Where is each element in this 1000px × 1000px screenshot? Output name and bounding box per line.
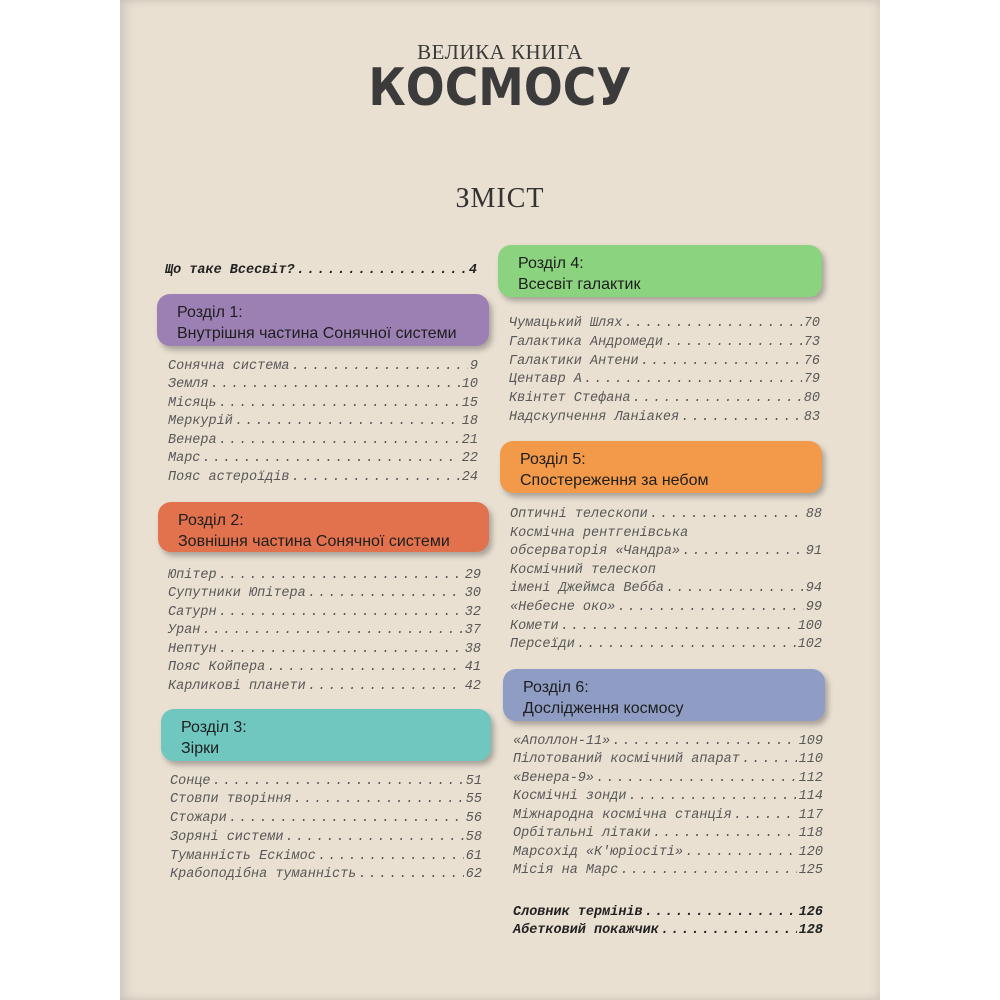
leader-dots (308, 678, 463, 696)
toc-entry-page: 79 (803, 372, 820, 387)
toc-entry-page: 70 (803, 316, 820, 331)
toc-entry-label: Абетковий покажчик (513, 923, 659, 938)
toc-entry-page: 120 (798, 845, 823, 860)
leader-dots (219, 641, 463, 659)
toc-entry-label: обсерваторія «Чандра» (510, 544, 681, 559)
toc-entry[interactable] (168, 432, 478, 450)
book-title: КОСМОСУ (368, 58, 632, 118)
book-subtitle: ВЕЛИКА КНИГА (417, 40, 583, 64)
toc-entry[interactable] (510, 618, 822, 636)
toc-entry-label: Уран (168, 623, 201, 638)
toc-entry-label: Стожари (170, 811, 227, 826)
toc-entry-page: 126 (798, 905, 823, 920)
section-3-header[interactable] (161, 709, 491, 761)
toc-entry-page: 55 (465, 792, 482, 807)
toc-entry[interactable] (509, 334, 820, 352)
section-number: Розділ 2: (178, 512, 244, 529)
leader-dots (229, 810, 464, 828)
toc-entry-label: Марсохід «К'юріосіті» (513, 845, 684, 860)
toc-entry-page: 18 (461, 414, 478, 429)
contents-heading: ЗМІСТ (455, 183, 545, 214)
leader-dots (561, 618, 796, 636)
toc-entry-label: Надскупчення Ланіакея (509, 410, 680, 425)
leader-dots (202, 450, 459, 468)
toc-entry-label: Пілотований космічний апарат (513, 752, 740, 767)
leader-dots (211, 376, 460, 394)
toc-entry-page: 58 (465, 830, 482, 845)
leader-dots (645, 904, 797, 922)
leader-dots (666, 580, 804, 598)
toc-entry-page: 9 (469, 359, 478, 374)
section-4-header[interactable] (498, 245, 822, 297)
toc-entry[interactable] (168, 413, 478, 431)
leader-dots (219, 432, 460, 450)
leader-dots (596, 770, 797, 788)
toc-entry[interactable] (513, 733, 823, 751)
toc-entry-page: 109 (798, 734, 823, 749)
toc-entry[interactable] (510, 636, 822, 654)
toc-entry-page: 61 (465, 849, 482, 864)
toc-entry-page: 73 (803, 335, 820, 350)
toc-entry-page: 21 (461, 433, 478, 448)
leader-dots (617, 599, 803, 617)
leader-dots (318, 848, 464, 866)
section-1-header[interactable] (157, 294, 489, 346)
toc-entry-label: Квінтет Стефана (509, 391, 631, 406)
toc-entry-page: 41 (464, 660, 481, 675)
toc-entry-label: Крабоподібна туманність (170, 867, 357, 882)
toc-entry-page: 99 (805, 600, 822, 615)
toc-entry-label: Орбітальні літаки (513, 826, 651, 841)
toc-entry-page: 56 (465, 811, 482, 826)
leader-dots (292, 469, 460, 487)
toc-entry[interactable] (168, 450, 478, 468)
section-title: Внутрішня частина Сонячної системи (177, 325, 457, 342)
leader-dots (620, 862, 796, 880)
toc-entry[interactable] (510, 562, 822, 580)
toc-entry-label: Галактики Антени (509, 354, 639, 369)
toc-entry[interactable] (513, 770, 823, 788)
toc-entry-page: 4 (468, 263, 477, 278)
section-title: Всесвіт галактик (518, 276, 641, 293)
toc-entry-page: 62 (465, 867, 482, 882)
leader-dots (292, 358, 468, 376)
toc-entry-label: Супутники Юпітера (168, 586, 306, 601)
toc-entry-label: Пояс астероїдів (168, 470, 290, 485)
leader-dots (661, 922, 797, 940)
toc-entry-page: 22 (461, 451, 478, 466)
toc-entry-page: 76 (803, 354, 820, 369)
toc-entry-label: Комети (510, 619, 559, 634)
leader-dots (297, 262, 467, 280)
leader-dots (641, 353, 802, 371)
toc-entry-label: Центавр А (509, 372, 582, 387)
toc-entry[interactable] (510, 525, 822, 543)
toc-entry-index[interactable] (513, 922, 823, 940)
toc-entry-page: 80 (803, 391, 820, 406)
toc-entry-label: Пояс Койпера (168, 660, 266, 675)
toc-entry[interactable] (170, 848, 482, 866)
toc-entry-page: 110 (798, 752, 823, 767)
toc-entry-label: Що таке Всесвіт? (165, 263, 295, 278)
toc-entry[interactable] (168, 376, 478, 394)
toc-entry-label: Стовпи творіння (170, 792, 292, 807)
toc-entry-label: Галактика Андромеди (509, 335, 663, 350)
toc-entry-page: 117 (798, 808, 823, 823)
toc-entry-label: Земля (168, 377, 209, 392)
toc-entry-page: 125 (798, 863, 823, 878)
toc-entry-label: Зоряні системи (170, 830, 284, 845)
toc-entry-label: «Аполлон-11» (513, 734, 611, 749)
leader-dots (665, 334, 802, 352)
leader-dots (650, 506, 804, 524)
toc-entry-label: Оптичні телескопи (510, 507, 648, 522)
toc-entry-label: Космічні зонди (513, 789, 627, 804)
toc-entry-page: 38 (464, 642, 481, 657)
toc-entry[interactable] (168, 358, 478, 376)
leader-dots (358, 866, 463, 884)
leader-dots (308, 585, 463, 603)
toc-entry-page: 37 (464, 623, 481, 638)
toc-entry[interactable] (509, 353, 820, 371)
section-title: Спостереження за небом (520, 472, 709, 489)
toc-entry-label: Чумацький Шлях (509, 316, 623, 331)
toc-entry-page: 118 (798, 826, 823, 841)
leader-dots (577, 636, 796, 654)
toc-entry[interactable] (168, 604, 481, 622)
toc-entry-label: Туманність Ескімос (170, 849, 316, 864)
toc-entry[interactable] (510, 599, 822, 617)
toc-entry-label: Словник термінів (513, 905, 643, 920)
toc-entry-label: «Небесне око» (510, 600, 616, 615)
toc-entry-page: 32 (464, 605, 481, 620)
toc-entry[interactable] (510, 580, 822, 598)
toc-entry[interactable] (509, 315, 820, 333)
toc-entry[interactable] (170, 866, 482, 884)
section-number: Розділ 6: (523, 679, 589, 696)
toc-entry-label: Юпітер (168, 568, 217, 583)
toc-entry[interactable] (513, 862, 823, 880)
leader-dots (633, 390, 802, 408)
toc-entry[interactable] (168, 469, 478, 487)
leader-dots (219, 395, 460, 413)
toc-entry[interactable] (170, 810, 482, 828)
leader-dots (267, 659, 463, 677)
leader-dots (235, 413, 460, 431)
toc-entry-label: Космічний телескоп (510, 563, 656, 578)
toc-entry[interactable] (513, 825, 823, 843)
toc-entry[interactable] (168, 678, 481, 696)
toc-entry[interactable] (513, 751, 823, 769)
toc-entry-page: 94 (805, 581, 822, 596)
section-number: Розділ 4: (518, 255, 584, 272)
toc-entry-intro[interactable] (165, 262, 477, 280)
toc-entry[interactable] (513, 807, 823, 825)
leader-dots (584, 371, 802, 389)
section-6-header[interactable] (503, 669, 825, 721)
leader-dots (628, 788, 796, 806)
toc-entry-label: Місяць (168, 396, 217, 411)
toc-entry-label: Марс (168, 451, 201, 466)
section-number: Розділ 5: (520, 451, 586, 468)
toc-entry[interactable] (510, 543, 822, 561)
toc-entry-label: Космічна рентгенівська (510, 526, 689, 541)
leader-dots (682, 543, 804, 561)
section-number: Розділ 1: (177, 304, 243, 321)
toc-entry-page: 10 (461, 377, 478, 392)
section-2-header[interactable] (158, 502, 489, 552)
toc-entry-label: Місія на Марс (513, 863, 619, 878)
toc-entry-page: 30 (464, 586, 481, 601)
toc-entry-page: 112 (798, 771, 823, 786)
toc-entry-label: Нептун (168, 642, 217, 657)
toc-entry[interactable] (168, 395, 478, 413)
toc-entry[interactable] (168, 641, 481, 659)
toc-entry[interactable] (513, 844, 823, 862)
leader-dots (202, 622, 462, 640)
toc-entry-label: Персеїди (510, 637, 575, 652)
toc-entry-page: 128 (798, 923, 823, 938)
section-5-header[interactable] (500, 441, 822, 493)
toc-entry-label: Меркурій (168, 414, 233, 429)
leader-dots (685, 844, 797, 862)
toc-entry-label: Міжнародна космічна станція (513, 808, 732, 823)
toc-entry-label: Сатурн (168, 605, 217, 620)
leader-dots (612, 733, 796, 751)
leader-dots (219, 604, 463, 622)
leader-dots (734, 807, 797, 825)
section-number: Розділ 3: (181, 719, 247, 736)
toc-entry-page: 42 (464, 679, 481, 694)
leader-dots (294, 791, 464, 809)
toc-entry-page: 24 (461, 470, 478, 485)
section-title: Зовнішня частина Сонячної системи (178, 533, 450, 550)
toc-entry-label: Сонячна система (168, 359, 290, 374)
leader-dots (742, 751, 797, 769)
toc-entry-page: 102 (797, 637, 822, 652)
toc-entry-label: імені Джеймса Вебба (510, 581, 664, 596)
section-title: Дослідження космосу (523, 700, 684, 717)
toc-entry-page: 83 (803, 410, 820, 425)
leader-dots (681, 409, 802, 427)
toc-entry[interactable] (510, 506, 822, 524)
leader-dots (624, 315, 801, 333)
toc-entry-page: 15 (461, 396, 478, 411)
leader-dots (219, 567, 463, 585)
toc-entry-page: 114 (798, 789, 823, 804)
toc-entry-label: «Венера-9» (513, 771, 595, 786)
toc-entry[interactable] (509, 371, 820, 389)
toc-entry-page: 88 (805, 507, 822, 522)
toc-entry-page: 29 (464, 568, 481, 583)
toc-entry[interactable] (509, 390, 820, 408)
toc-entry-label: Венера (168, 433, 217, 448)
toc-entry[interactable] (170, 791, 482, 809)
section-title: Зірки (181, 740, 220, 757)
toc-entry[interactable] (513, 788, 823, 806)
toc-entry[interactable] (168, 659, 481, 677)
toc-entry[interactable] (168, 585, 481, 603)
toc-entry-page: 91 (805, 544, 822, 559)
toc-entry[interactable] (170, 829, 482, 847)
toc-entry-glossary[interactable] (513, 904, 823, 922)
toc-entry-label: Карликові планети (168, 679, 306, 694)
toc-entry[interactable] (168, 567, 481, 585)
toc-entry-label: Сонце (170, 774, 211, 789)
leader-dots (653, 825, 797, 843)
toc-entry-page: 51 (465, 774, 482, 789)
leader-dots (213, 773, 464, 791)
toc-entry[interactable] (509, 409, 820, 427)
toc-entry-page: 100 (797, 619, 822, 634)
toc-entry[interactable] (170, 773, 482, 791)
toc-entry[interactable] (168, 622, 481, 640)
leader-dots (285, 829, 463, 847)
